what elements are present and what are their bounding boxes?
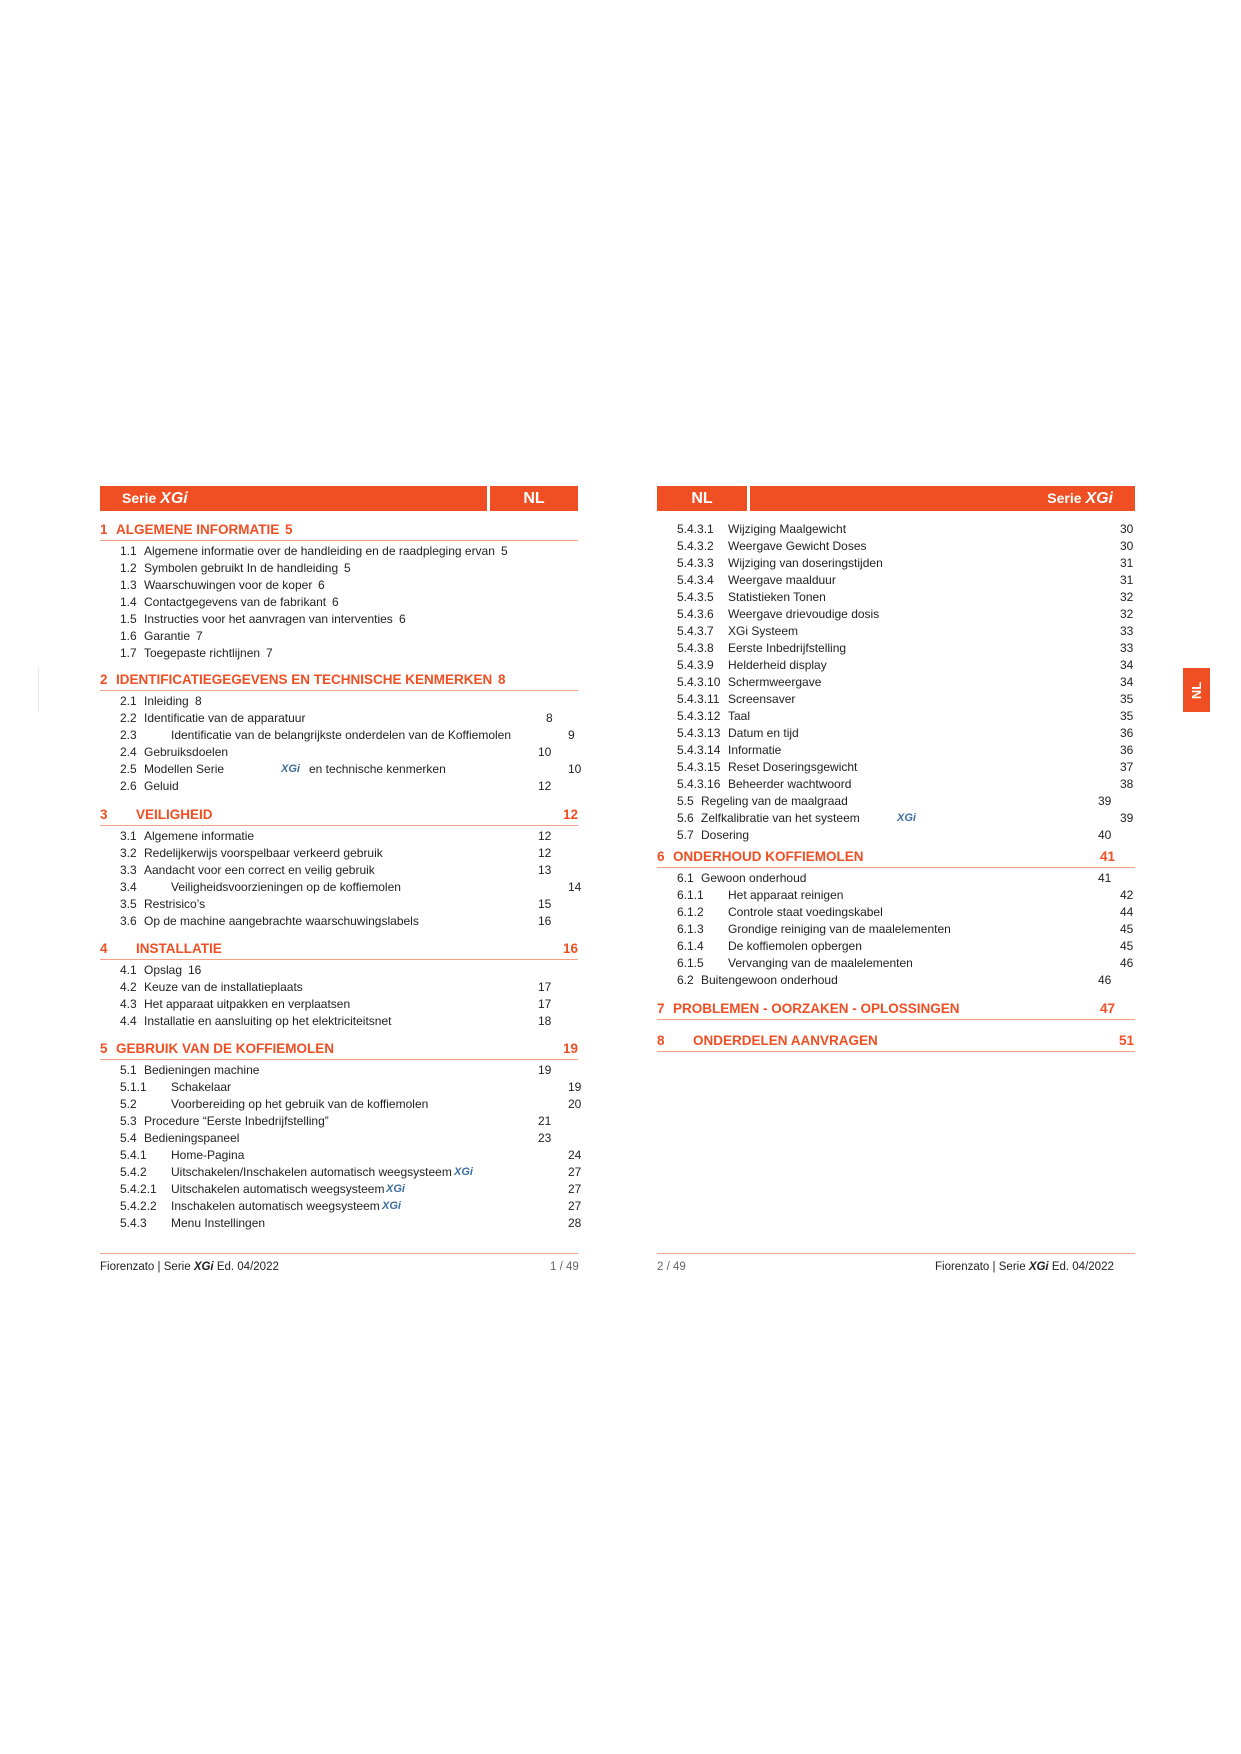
entry-text: Op de machine aangebrachte waarschuwingslabels <box>144 914 419 928</box>
entry-page: 24 <box>568 1148 582 1162</box>
section-title: IDENTIFICATIEGEGEVENS EN TECHNISCHE KENMERKEN <box>116 672 493 687</box>
entry-page: 16 <box>538 914 552 928</box>
toc-section-heading[interactable] <box>100 1040 578 1060</box>
right-lang-tab: NL <box>657 486 747 511</box>
toc-section-heading[interactable] <box>100 521 578 541</box>
entry-text: Screensaver <box>728 692 796 706</box>
footer-company: Fiorenzato <box>100 1261 155 1273</box>
entry-number: 5.4.3.10 <box>677 675 721 689</box>
side-tab-label: NL <box>1189 681 1204 699</box>
entry-number: 4.4 <box>120 1014 137 1028</box>
entry-page: 33 <box>1120 641 1134 655</box>
entry-number: 5.4.3.11 <box>677 692 720 706</box>
entry-number: 2.1 <box>120 694 137 708</box>
section-title: INSTALLATIE <box>136 941 222 956</box>
page-edge-mark <box>38 668 39 712</box>
entry-number: 4.3 <box>120 997 137 1011</box>
left-lang-tab: NL <box>490 486 578 511</box>
entry-number: 5.2 <box>120 1097 137 1111</box>
section-page: 47 <box>1100 1001 1116 1016</box>
footer-series: Serie <box>998 1261 1026 1273</box>
xgi-logo-inline: XGi <box>386 1183 405 1195</box>
entry-number: 5.4.3.14 <box>677 743 721 757</box>
entry-text: Redelijkerwijs voorspelbaar verkeerd gebruik <box>144 846 383 860</box>
entry-number: 5.4.2 <box>120 1165 147 1179</box>
entry-text: Identificatie van de apparatuur <box>144 711 306 725</box>
entry-page: 32 <box>1120 590 1134 604</box>
entry-text: Installatie en aansluiting op het elektriciteitsnet <box>144 1014 392 1028</box>
entry-number: 6.1.1 <box>677 888 704 902</box>
entry-page: 8 <box>546 711 553 725</box>
entry-number: 5.4.3.16 <box>677 777 721 791</box>
entry-text: Taal <box>728 709 751 723</box>
entry-number: 5.4 <box>120 1131 137 1145</box>
entry-text: Weergave Gewicht Doses <box>728 539 867 553</box>
entry-text: Restrisico’s <box>144 897 206 911</box>
entry-number: 5.4.3.12 <box>677 709 721 723</box>
entry-number: 5.4.3.15 <box>677 760 721 774</box>
section-title: VEILIGHEID <box>136 807 213 822</box>
entry-text: Helderheid display <box>728 658 827 672</box>
entry-page: 13 <box>538 863 552 877</box>
entry-page: 5 <box>344 561 351 575</box>
entry-text: Toegepaste richtlijnen <box>144 646 261 660</box>
entry-text: Opslag <box>144 963 183 977</box>
entry-text: De koffiemolen opbergen <box>728 939 862 953</box>
entry-number: 2.2 <box>120 711 137 725</box>
entry-page: 44 <box>1120 905 1134 919</box>
entry-page: 41 <box>1098 871 1112 885</box>
entry-text: Schermweergave <box>728 675 822 689</box>
entry-number: 5.4.3.2 <box>677 539 714 553</box>
section-page: 41 <box>1100 849 1116 864</box>
entry-text: Instructies voor het aanvragen van interventies <box>144 612 393 626</box>
entry-number: 4.2 <box>120 980 137 994</box>
entry-number: 2.3 <box>120 728 137 742</box>
entry-page: 10 <box>568 762 582 776</box>
entry-number: 3.6 <box>120 914 137 928</box>
section-title: GEBRUIK VAN DE KOFFIEMOLEN <box>116 1041 335 1056</box>
entry-text: Informatie <box>728 743 782 757</box>
entry-number: 2.4 <box>120 745 137 759</box>
entry-text: Wijziging van doseringstijden <box>728 556 883 570</box>
section-number: 1 <box>100 522 108 537</box>
entry-page: 31 <box>1120 556 1134 570</box>
entry-number: 3.4 <box>120 880 137 894</box>
entry-number: 2.5 <box>120 762 137 776</box>
entry-text: Uitschakelen automatisch weegsysteem <box>171 1182 385 1196</box>
entry-text: Keuze van de installatieplaats <box>144 980 303 994</box>
entry-page: 39 <box>1120 811 1134 825</box>
entry-text: Inschakelen automatisch weegsysteem <box>171 1199 380 1213</box>
entry-number: 5.4.3.6 <box>677 607 714 621</box>
entry-text: Uitschakelen/Inschakelen automatisch weegsysteem <box>171 1165 452 1179</box>
brand-model: XGi <box>160 490 188 507</box>
entry-text: Statistieken Tonen <box>728 590 826 604</box>
entry-page: 45 <box>1120 939 1134 953</box>
footer-model: XGi <box>1028 1261 1049 1273</box>
entry-text: Garantie <box>144 629 191 643</box>
entry-number: 6.1.4 <box>677 939 704 953</box>
entry-page: 30 <box>1120 522 1134 536</box>
entry-number: 5.4.3.9 <box>677 658 714 672</box>
entry-page: 35 <box>1120 709 1134 723</box>
entry-text-suffix: en technische kenmerken <box>309 762 446 776</box>
footer-sep: | <box>157 1261 161 1273</box>
entry-text: Contactgegevens van de fabrikant <box>144 595 327 609</box>
section-number: 4 <box>100 941 108 956</box>
entry-text: Menu Instellingen <box>171 1216 266 1230</box>
entry-text: Reset Doseringsgewicht <box>728 760 858 774</box>
entry-page: 12 <box>538 846 552 860</box>
entry-text: Het apparaat reinigen <box>728 888 844 902</box>
entry-page: 34 <box>1120 658 1134 672</box>
footer-edition: Ed. 04/2022 <box>1051 1261 1114 1273</box>
section-number: 6 <box>657 849 665 864</box>
footer-series: Serie <box>163 1261 191 1273</box>
entry-page: 36 <box>1120 743 1134 757</box>
brand-model: XGi <box>1085 490 1113 507</box>
entry-number: 5.4.3.7 <box>677 624 714 638</box>
entry-number: 1.2 <box>120 561 137 575</box>
entry-text: Home-Pagina <box>171 1148 245 1162</box>
xgi-logo-inline: XGi <box>382 1200 401 1212</box>
entry-page: 12 <box>538 829 552 843</box>
entry-number: 1.7 <box>120 646 137 660</box>
entry-page: 39 <box>1098 794 1112 808</box>
entry-page: 5 <box>501 544 508 558</box>
entry-page: 40 <box>1098 828 1112 842</box>
entry-text: Modellen Serie <box>144 762 225 776</box>
entry-text: Veiligheidsvoorzieningen op de koffiemolen <box>171 880 401 894</box>
entry-text: Gewoon onderhoud <box>701 871 807 885</box>
toc-section-heading[interactable] <box>100 806 578 826</box>
entry-text: Eerste Inbedrijfstelling <box>728 641 847 655</box>
section-number: 8 <box>657 1033 665 1048</box>
entry-page: 45 <box>1120 922 1134 936</box>
entry-page: 31 <box>1120 573 1134 587</box>
entry-text: Schakelaar <box>171 1080 232 1094</box>
entry-text: Bedieningen machine <box>144 1063 260 1077</box>
entry-number: 2.6 <box>120 779 137 793</box>
entry-page: 46 <box>1120 956 1134 970</box>
section-number: 7 <box>657 1001 665 1016</box>
entry-text: Het apparaat uitpakken en verplaatsen <box>144 997 351 1011</box>
entry-page: 34 <box>1120 675 1134 689</box>
entry-number: 5.3 <box>120 1114 137 1128</box>
entry-number: 6.1.3 <box>677 922 704 936</box>
brand-prefix: Serie <box>122 490 157 506</box>
entry-page: 17 <box>538 980 552 994</box>
section-number: 5 <box>100 1041 108 1056</box>
entry-number: 5.4.3.4 <box>677 573 714 587</box>
entry-text: Grondige reiniging van de maalelementen <box>728 922 951 936</box>
footer-company: Fiorenzato <box>935 1261 990 1273</box>
entry-page: 27 <box>568 1199 582 1213</box>
entry-page: 18 <box>538 1014 552 1028</box>
entry-number: 5.4.3 <box>120 1216 147 1230</box>
entry-number: 5.4.3.1 <box>677 522 714 536</box>
entry-number: 1.5 <box>120 612 137 626</box>
entry-text: Voorbereiding op het gebruik van de koffiemolen <box>171 1097 429 1111</box>
entry-number: 3.3 <box>120 863 137 877</box>
entry-number: 6.2 <box>677 973 694 987</box>
entry-text: Wijziging Maalgewicht <box>728 522 847 536</box>
entry-number: 1.1 <box>120 544 137 558</box>
entry-page: 33 <box>1120 624 1134 638</box>
toc-section-heading[interactable] <box>657 848 1135 868</box>
entry-text: Gebruiksdoelen <box>144 745 229 759</box>
entry-number: 5.4.3.8 <box>677 641 714 655</box>
entry-number: 3.1 <box>120 829 137 843</box>
footer-edition: Ed. 04/2022 <box>216 1261 279 1273</box>
right-footer <box>935 1261 1114 1273</box>
entry-page: 6 <box>332 595 339 609</box>
entry-text: Algemene informatie over de handleiding en de raadpleging ervan <box>144 544 495 558</box>
entry-page: 19 <box>538 1063 552 1077</box>
entry-number: 5.5 <box>677 794 694 808</box>
entry-text: Inleiding <box>144 694 189 708</box>
entry-text: Weergave drievoudige dosis <box>728 607 880 621</box>
footer-sep: | <box>992 1261 996 1273</box>
entry-number: 6.1.2 <box>677 905 704 919</box>
right-page-number: 2 / 49 <box>657 1261 686 1273</box>
right-footer-rule <box>657 1253 1135 1254</box>
side-language-tab <box>1183 668 1210 712</box>
entry-text: Vervanging van de maalelementen <box>728 956 913 970</box>
entry-text: Procedure “Eerste Inbedrijfstelling” <box>144 1114 329 1128</box>
entry-page: 37 <box>1120 760 1134 774</box>
entry-text: Datum en tijd <box>728 726 799 740</box>
entry-page: 30 <box>1120 539 1134 553</box>
entry-page: 7 <box>196 629 203 643</box>
entry-text: Algemene informatie <box>144 829 255 843</box>
entry-page: 10 <box>538 745 552 759</box>
entry-text: Weergave maalduur <box>728 573 836 587</box>
entry-number: 1.4 <box>120 595 137 609</box>
section-page: 51 <box>1119 1033 1135 1048</box>
entry-number: 5.4.2.2 <box>120 1199 157 1213</box>
entry-page: 6 <box>318 578 325 592</box>
toc-section-heading[interactable] <box>657 1000 1135 1020</box>
entry-text: Identificatie van de belangrijkste onderdelen van de Koffiemolen <box>171 728 512 742</box>
entry-page: 23 <box>538 1131 552 1145</box>
entry-page: 32 <box>1120 607 1134 621</box>
entry-number: 5.4.3.5 <box>677 590 714 604</box>
entry-page: 16 <box>188 963 202 977</box>
entry-text: Aandacht voor een correct en veilig gebruik <box>144 863 375 877</box>
left-header-bar <box>100 486 487 511</box>
entry-page: 38 <box>1120 777 1134 791</box>
left-footer-rule <box>100 1253 578 1254</box>
entry-page: 12 <box>538 779 552 793</box>
entry-page: 17 <box>538 997 552 1011</box>
entry-page: 7 <box>266 646 273 660</box>
entry-text: Geluid <box>144 779 179 793</box>
entry-page: 28 <box>568 1216 582 1230</box>
entry-number: 5.7 <box>677 828 694 842</box>
entry-text: Zelfkalibratie van het systeem <box>701 811 860 825</box>
entry-number: 5.4.3.3 <box>677 556 714 570</box>
entry-page: 8 <box>195 694 202 708</box>
entry-page: 9 <box>568 728 575 742</box>
entry-number: 5.4.3.13 <box>677 726 721 740</box>
entry-page: 20 <box>568 1097 582 1111</box>
entry-page: 19 <box>568 1080 582 1094</box>
entry-number: 1.3 <box>120 578 137 592</box>
xgi-logo-inline: XGi <box>281 763 300 775</box>
section-page: 8 <box>498 672 506 687</box>
entry-page: 36 <box>1120 726 1134 740</box>
toc-section-heading[interactable] <box>100 671 578 691</box>
section-title: ONDERHOUD KOFFIEMOLEN <box>673 849 864 864</box>
entry-number: 3.5 <box>120 897 137 911</box>
toc-section-heading[interactable] <box>100 940 578 960</box>
entry-text: Buitengewoon onderhoud <box>701 973 838 987</box>
entry-number: 5.4.2.1 <box>120 1182 157 1196</box>
toc-section-heading[interactable] <box>657 1032 1135 1052</box>
xgi-logo-inline: XGi <box>454 1166 473 1178</box>
section-page: 19 <box>562 1041 578 1056</box>
entry-number: 4.1 <box>120 963 137 977</box>
header-brand <box>122 490 188 506</box>
entry-page: 21 <box>538 1114 552 1128</box>
entry-text: Bedieningspaneel <box>144 1131 240 1145</box>
entry-page: 46 <box>1098 973 1112 987</box>
entry-page: 35 <box>1120 692 1134 706</box>
entry-number: 5.1.1 <box>120 1080 147 1094</box>
left-footer <box>100 1261 279 1273</box>
section-title: ONDERDELEN AANVRAGEN <box>693 1033 878 1048</box>
right-header-bar <box>750 486 1135 511</box>
section-number: 3 <box>100 807 108 822</box>
entry-text: Symbolen gebruikt In de handleiding <box>144 561 339 575</box>
header-brand-right <box>1047 490 1113 506</box>
entry-page: 27 <box>568 1182 582 1196</box>
entry-page: 27 <box>568 1165 582 1179</box>
entry-page: 42 <box>1120 888 1134 902</box>
section-page: 12 <box>562 807 578 822</box>
left-page-number: 1 / 49 <box>550 1261 579 1273</box>
xgi-logo-inline: XGi <box>897 812 916 824</box>
entry-page: 6 <box>399 612 406 626</box>
entry-number: 6.1 <box>677 871 694 885</box>
entry-number: 1.6 <box>120 629 137 643</box>
entry-page: 14 <box>568 880 582 894</box>
entry-number: 5.1 <box>120 1063 137 1077</box>
section-page: 16 <box>562 941 578 956</box>
entry-text: Beheerder wachtwoord <box>728 777 852 791</box>
entry-text: Dosering <box>701 828 750 842</box>
section-title: ALGEMENE INFORMATIE <box>116 522 280 537</box>
footer-model: XGi <box>193 1261 214 1273</box>
entry-page: 15 <box>538 897 552 911</box>
brand-prefix: Serie <box>1047 490 1082 506</box>
section-page: 5 <box>285 522 293 537</box>
entry-number: 6.1.5 <box>677 956 704 970</box>
section-number: 2 <box>100 672 108 687</box>
entry-text: Controle staat voedingskabel <box>728 905 883 919</box>
entry-text: Waarschuwingen voor de koper <box>144 578 313 592</box>
entry-text: Regeling van de maalgraad <box>701 794 848 808</box>
entry-text: XGi Systeem <box>728 624 799 638</box>
entry-number: 5.6 <box>677 811 694 825</box>
entry-number: 3.2 <box>120 846 137 860</box>
entry-number: 5.4.1 <box>120 1148 147 1162</box>
section-title: PROBLEMEN - OORZAKEN - OPLOSSINGEN <box>673 1001 960 1016</box>
